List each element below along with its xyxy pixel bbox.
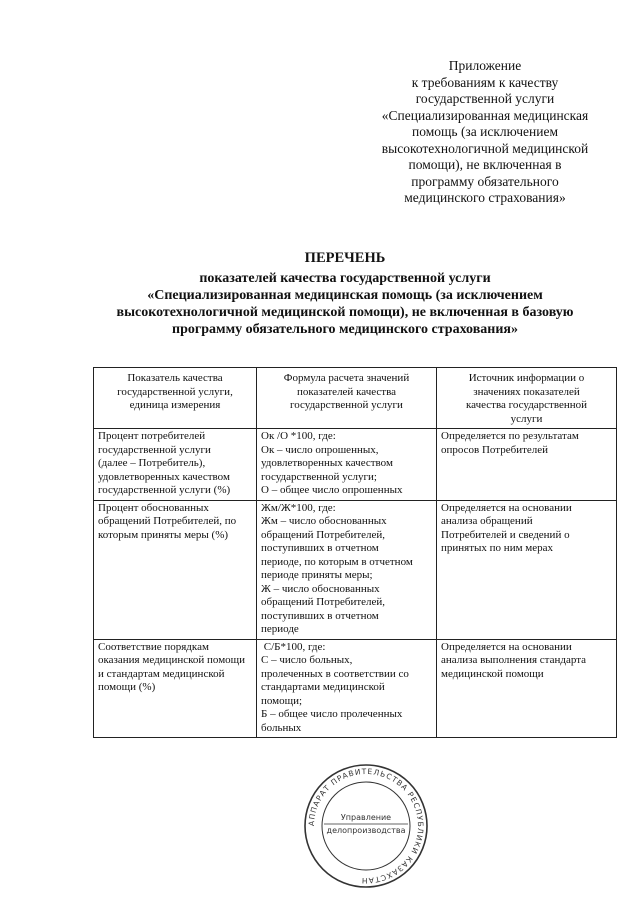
cell-text: больных <box>261 721 302 734</box>
cell-text: обращений Потребителей, <box>261 528 386 541</box>
cell-text: опросов Потребителей <box>441 443 549 456</box>
cell-text: удовлетворенных качеством <box>261 457 393 469</box>
stamp-center-line: Управление <box>340 813 392 822</box>
cell-text: анализа выполнения стандарта <box>441 654 587 666</box>
header-text: качества государственной <box>465 399 588 411</box>
cell-text: периоде приняты меры; <box>261 569 373 581</box>
cell-source <box>437 639 617 738</box>
cell-text: поступивших в отчетном <box>261 542 379 554</box>
table-row <box>94 429 617 501</box>
header-formula <box>257 368 437 429</box>
cell-text: удовлетворенных качеством <box>98 470 230 483</box>
appendix-line: Приложение <box>448 58 522 73</box>
subtitle-line: программу обязательного медицинского страхования» <box>172 322 518 337</box>
table-header-row <box>94 368 617 429</box>
document-title: ПЕРЕЧЕНЬ <box>304 250 386 266</box>
cell-text: анализа обращений <box>441 515 533 527</box>
cell-text: поступивших в отчетном <box>261 609 379 622</box>
cell-text: принятых по ним мерах <box>441 542 554 554</box>
cell-indicator <box>94 500 257 639</box>
cell-source <box>437 500 617 639</box>
header-text: государственной услуги, <box>117 385 233 398</box>
subtitle-line: высокотехнологичной медицинской помощи), не включенная в базовую <box>116 305 574 320</box>
header-text: единица измерения <box>129 399 221 411</box>
cell-text: Б – общее число пролеченных <box>261 708 403 720</box>
header-text: услуги <box>510 412 543 425</box>
subtitle-line: «Специализированная медицинская помощь (за исключением <box>147 288 543 303</box>
appendix-line: помощь (за исключением <box>412 124 558 139</box>
cell-text: Потребителей и сведений о <box>441 528 570 541</box>
appendix-line: государственной услуги <box>415 91 555 106</box>
cell-formula <box>257 639 437 738</box>
cell-text: Ж – число обоснованных <box>261 582 380 595</box>
cell-indicator <box>94 429 257 501</box>
cell-text: Определяется по результатам <box>441 430 579 442</box>
cell-text: Жм/Ж*100, где: <box>261 501 336 514</box>
cell-text: периоде, по которым в отчетном <box>261 555 413 568</box>
appendix-line: помощи), не включенная в <box>408 157 562 172</box>
cell-text: государственной услуги (%) <box>98 484 231 496</box>
cell-text: Ок – число опрошенных, <box>261 443 379 456</box>
appendix-line: к требованиям к качеству <box>411 74 559 90</box>
header-text: Источник информации о <box>468 372 585 384</box>
appendix-line: программу обязательного <box>411 173 559 189</box>
cell-text: Процент обоснованных <box>98 501 209 514</box>
header-indicator <box>94 368 257 429</box>
cell-text: (далее – Потребитель), <box>98 457 206 469</box>
appendix-line: «Специализированная медицинская <box>381 107 589 123</box>
cell-text: Ок /О *100, где: <box>261 430 336 442</box>
cell-text: оказания медицинской помощи <box>98 654 246 666</box>
cell-source <box>437 429 617 501</box>
cell-formula <box>257 500 437 639</box>
appendix-line: высокотехнологичной медицинской <box>381 140 589 156</box>
cell-text: О – общее число опрошенных <box>261 484 403 496</box>
cell-text: С/Б*100, где: <box>261 640 326 653</box>
header-text: Показатель качества <box>127 372 223 384</box>
official-stamp <box>302 762 430 890</box>
cell-text: Определяется на основании <box>441 501 572 514</box>
appendix-line: медицинского страхования» <box>404 190 566 205</box>
table-row <box>94 500 617 639</box>
header-source <box>437 368 617 429</box>
cell-text: Процент потребителей <box>98 430 206 442</box>
cell-text: Определяется на основании <box>441 640 572 653</box>
header-text: Формула расчета значений <box>283 372 410 384</box>
cell-text: Жм – число обоснованных <box>261 515 387 527</box>
subtitle-line: показателей качества государственной услуги <box>199 271 491 286</box>
cell-text: обращений Потребителей, по <box>98 515 237 527</box>
cell-text: государственной услуги; <box>261 470 377 483</box>
cell-indicator <box>94 639 257 738</box>
appendix-header <box>340 58 630 207</box>
cell-formula <box>257 429 437 501</box>
stamp-center-line: делопроизводства <box>326 826 406 835</box>
cell-text: стандартами медицинской <box>261 681 385 693</box>
stamp-ring-text: АППАРАТ ПРАВИТЕЛЬСТВА РЕСПУБЛИКИ КАЗАХСТАН <box>306 766 426 886</box>
cell-text: Соответствие порядкам <box>98 640 209 653</box>
cell-text: периоде <box>261 623 299 635</box>
cell-text: помощи (%) <box>98 681 156 693</box>
cell-text: и стандартам медицинской <box>98 667 225 680</box>
cell-text: помощи; <box>261 694 303 707</box>
cell-text: медицинской помощи <box>441 667 544 680</box>
header-text: показателей качества <box>296 385 397 398</box>
cell-text: обращений Потребителей, <box>261 596 386 608</box>
table-row <box>94 639 617 738</box>
cell-text: государственной услуги <box>98 443 211 456</box>
quality-indicators-table <box>93 367 617 738</box>
cell-text: которым приняты меры (%) <box>98 528 229 541</box>
header-text: государственной услуги <box>290 399 403 411</box>
document-heading <box>70 250 620 338</box>
cell-text: С – число больных, <box>261 654 353 666</box>
header-text: значениях показателей <box>473 385 580 398</box>
cell-text: пролеченных в соответствии со <box>261 667 409 680</box>
